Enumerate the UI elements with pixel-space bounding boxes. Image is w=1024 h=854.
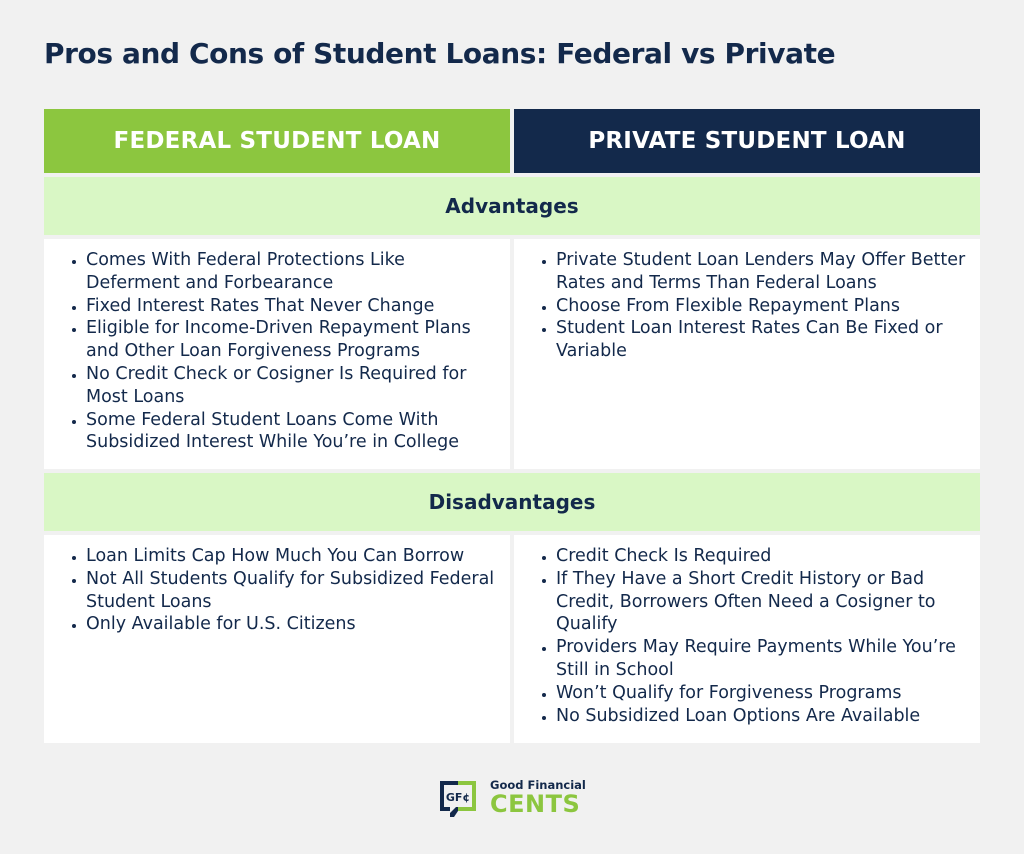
- federal-column-header: FEDERAL STUDENT LOAN: [44, 109, 510, 173]
- advantages-heading: Advantages: [44, 177, 980, 235]
- list-item: • Won’t Qualify for Forgiveness Programs: [556, 682, 972, 705]
- list-item: • Private Student Loan Lenders May Offer Better Rates and Terms Than Federal Loans: [556, 249, 972, 295]
- column-header-row: [44, 109, 980, 173]
- list-item: • Choose From Flexible Repayment Plans: [556, 295, 972, 318]
- page-title: Pros and Cons of Student Loans: Federal vs Private: [44, 37, 836, 70]
- comparison-table: [44, 109, 980, 747]
- list-item: • Fixed Interest Rates That Never Change: [86, 295, 502, 318]
- list-item: • Eligible for Income-Driven Repayment Plans and Other Loan Forgiveness Programs: [86, 317, 502, 363]
- list-item: • No Credit Check or Cosigner Is Required for Most Loans: [86, 363, 502, 409]
- private-advantages-list: [526, 249, 972, 363]
- logo-text-bottom: CENTS: [490, 790, 581, 818]
- list-item: • Student Loan Interest Rates Can Be Fixed or Variable: [556, 317, 972, 363]
- federal-advantages-list: [56, 249, 502, 454]
- private-disadvantages-list: [526, 545, 972, 727]
- list-item: • Only Available for U.S. Citizens: [86, 613, 502, 636]
- list-item: • Credit Check Is Required: [556, 545, 972, 568]
- federal-disadvantages-list: [56, 545, 502, 636]
- disadvantages-row: [44, 535, 980, 743]
- list-item: • No Subsidized Loan Options Are Available: [556, 705, 972, 728]
- list-item: • Loan Limits Cap How Much You Can Borrow: [86, 545, 502, 568]
- list-item: • Not All Students Qualify for Subsidized Federal Student Loans: [86, 568, 502, 614]
- private-advantages-cell: [514, 239, 980, 469]
- private-column-header: PRIVATE STUDENT LOAN: [514, 109, 980, 173]
- federal-disadvantages-cell: [44, 535, 510, 743]
- logo-wordmark: [490, 778, 586, 816]
- logo-text-top: Good Financial: [490, 778, 586, 792]
- brand-logo: [436, 777, 586, 817]
- list-item: • If They Have a Short Credit History or Bad Credit, Borrowers Often Need a Cosigner to Qualify: [556, 568, 972, 636]
- list-item: • Comes With Federal Protections Like Deferment and Forbearance: [86, 249, 502, 295]
- federal-advantages-cell: [44, 239, 510, 469]
- list-item: • Providers May Require Payments While You’re Still in School: [556, 636, 972, 682]
- list-item: • Some Federal Student Loans Come With Subsidized Interest While You’re in College: [86, 409, 502, 455]
- private-disadvantages-cell: [514, 535, 980, 743]
- advantages-row: [44, 239, 980, 469]
- gfc-logo-icon: [436, 777, 480, 817]
- disadvantages-heading: Disadvantages: [44, 473, 980, 531]
- logo-mark-text: GF¢: [445, 791, 471, 804]
